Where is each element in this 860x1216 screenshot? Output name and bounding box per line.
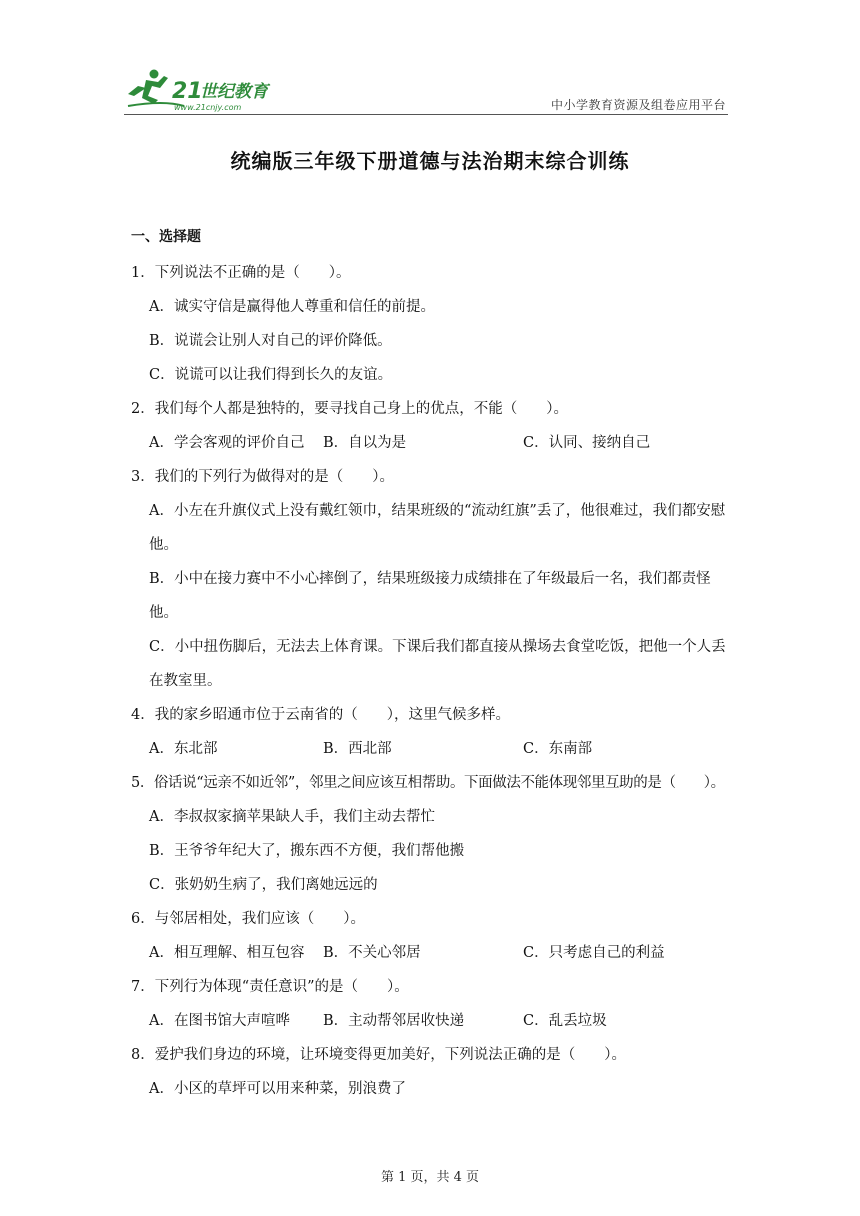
option-row [131, 1004, 736, 1038]
option-b: B．不关心邻居 [323, 945, 421, 961]
question-2 [131, 392, 736, 460]
question-stem: 8．爱护我们身边的环境，让环境变得更加美好，下列说法正确的是（ ）。 [131, 1047, 626, 1063]
option-c: C．说谎可以让我们得到长久的友谊。 [149, 367, 393, 383]
runner-logo-icon [124, 66, 294, 114]
option-a: A．相互理解、相互包容 [149, 945, 305, 961]
svg-text:世纪教育: 世纪教育 [200, 82, 268, 102]
question-stem: 6．与邻居相处，我们应该（ ）。 [131, 911, 365, 927]
option-c: C．乱丢垃圾 [523, 1013, 607, 1029]
question-8 [131, 1038, 736, 1106]
question-stem: 2．我们每个人都是独特的，要寻找自己身上的优点，不能（ ）。 [131, 401, 568, 417]
option-a: A．东北部 [149, 741, 218, 757]
option-b: B．主动帮邻居收快递 [323, 1013, 465, 1029]
page-header [124, 66, 728, 116]
option-row [131, 426, 736, 460]
svg-text:21: 21 [172, 79, 203, 104]
option-b: B．说谎会让别人对自己的评价降低。 [149, 333, 392, 349]
question-stem: 1．下列说法不正确的是（ ）。 [131, 265, 351, 281]
option-b: B．西北部 [323, 741, 392, 757]
question-6 [131, 902, 736, 970]
option-a: A．小左在升旗仪式上没有戴红领巾，结果班级的“流动红旗”丢了，他很难过，我们都安慰他。 [149, 503, 726, 553]
option-a: A．李叔叔家摘苹果缺人手，我们主动去帮忙 [149, 809, 435, 825]
option-b: B．王爷爷年纪大了，搬东西不方便，我们帮他搬 [149, 843, 465, 859]
option-b: B．小中在接力赛中不小心摔倒了，结果班级接力成绩排在了年级最后一名，我们都责怪他。 [149, 571, 711, 621]
platform-name: 中小学教育资源及组卷应用平台 [550, 98, 726, 112]
option-c: C．东南部 [523, 741, 593, 757]
section-title: 一、选择题 [131, 229, 201, 245]
option-c: C．小中扭伤脚后，无法去上体育课。下课后我们都直接从操场去食堂吃饭，把他一个人丢在教室里。 [149, 639, 726, 689]
option-a: A．在图书馆大声喧哗 [149, 1013, 290, 1029]
option-a: A．小区的草坪可以用来种菜，别浪费了 [149, 1081, 406, 1097]
header-divider [124, 114, 728, 115]
logo [124, 66, 294, 114]
question-stem: 4．我的家乡昭通市位于云南省的（ ），这里气候多样。 [131, 707, 510, 723]
page-title: 统编版三年级下册道德与法治期末综合训练 [230, 149, 630, 173]
question-3 [131, 460, 736, 698]
page-number: 第 1 页，共 4 页 [380, 1170, 480, 1185]
question-list [131, 226, 736, 1106]
question-stem: 3．我们的下列行为做得对的是（ ）。 [131, 469, 394, 485]
question-5 [131, 766, 736, 902]
question-1 [131, 256, 736, 392]
svg-text:www.21cnjy.com: www.21cnjy.com [174, 103, 242, 112]
option-row [131, 732, 736, 766]
option-c: C．张奶奶生病了，我们离她远远的 [149, 877, 378, 893]
option-a: A．学会客观的评价自己 [149, 435, 305, 451]
question-7 [131, 970, 736, 1038]
option-c: C．只考虑自己的利益 [523, 945, 665, 961]
option-row [131, 936, 736, 970]
question-stem: 5．俗话说“远亲不如近邻”，邻里之间应该互相帮助。下面做法不能体现邻里互助的是（ ）。 [131, 775, 725, 791]
option-c: C．认同、接纳自己 [523, 435, 651, 451]
option-a: A．诚实守信是赢得他人尊重和信任的前提。 [149, 299, 435, 315]
option-b: B．自以为是 [323, 435, 407, 451]
question-4 [131, 698, 736, 766]
question-stem: 7．下列行为体现“责任意识”的是（ ）。 [131, 979, 409, 995]
